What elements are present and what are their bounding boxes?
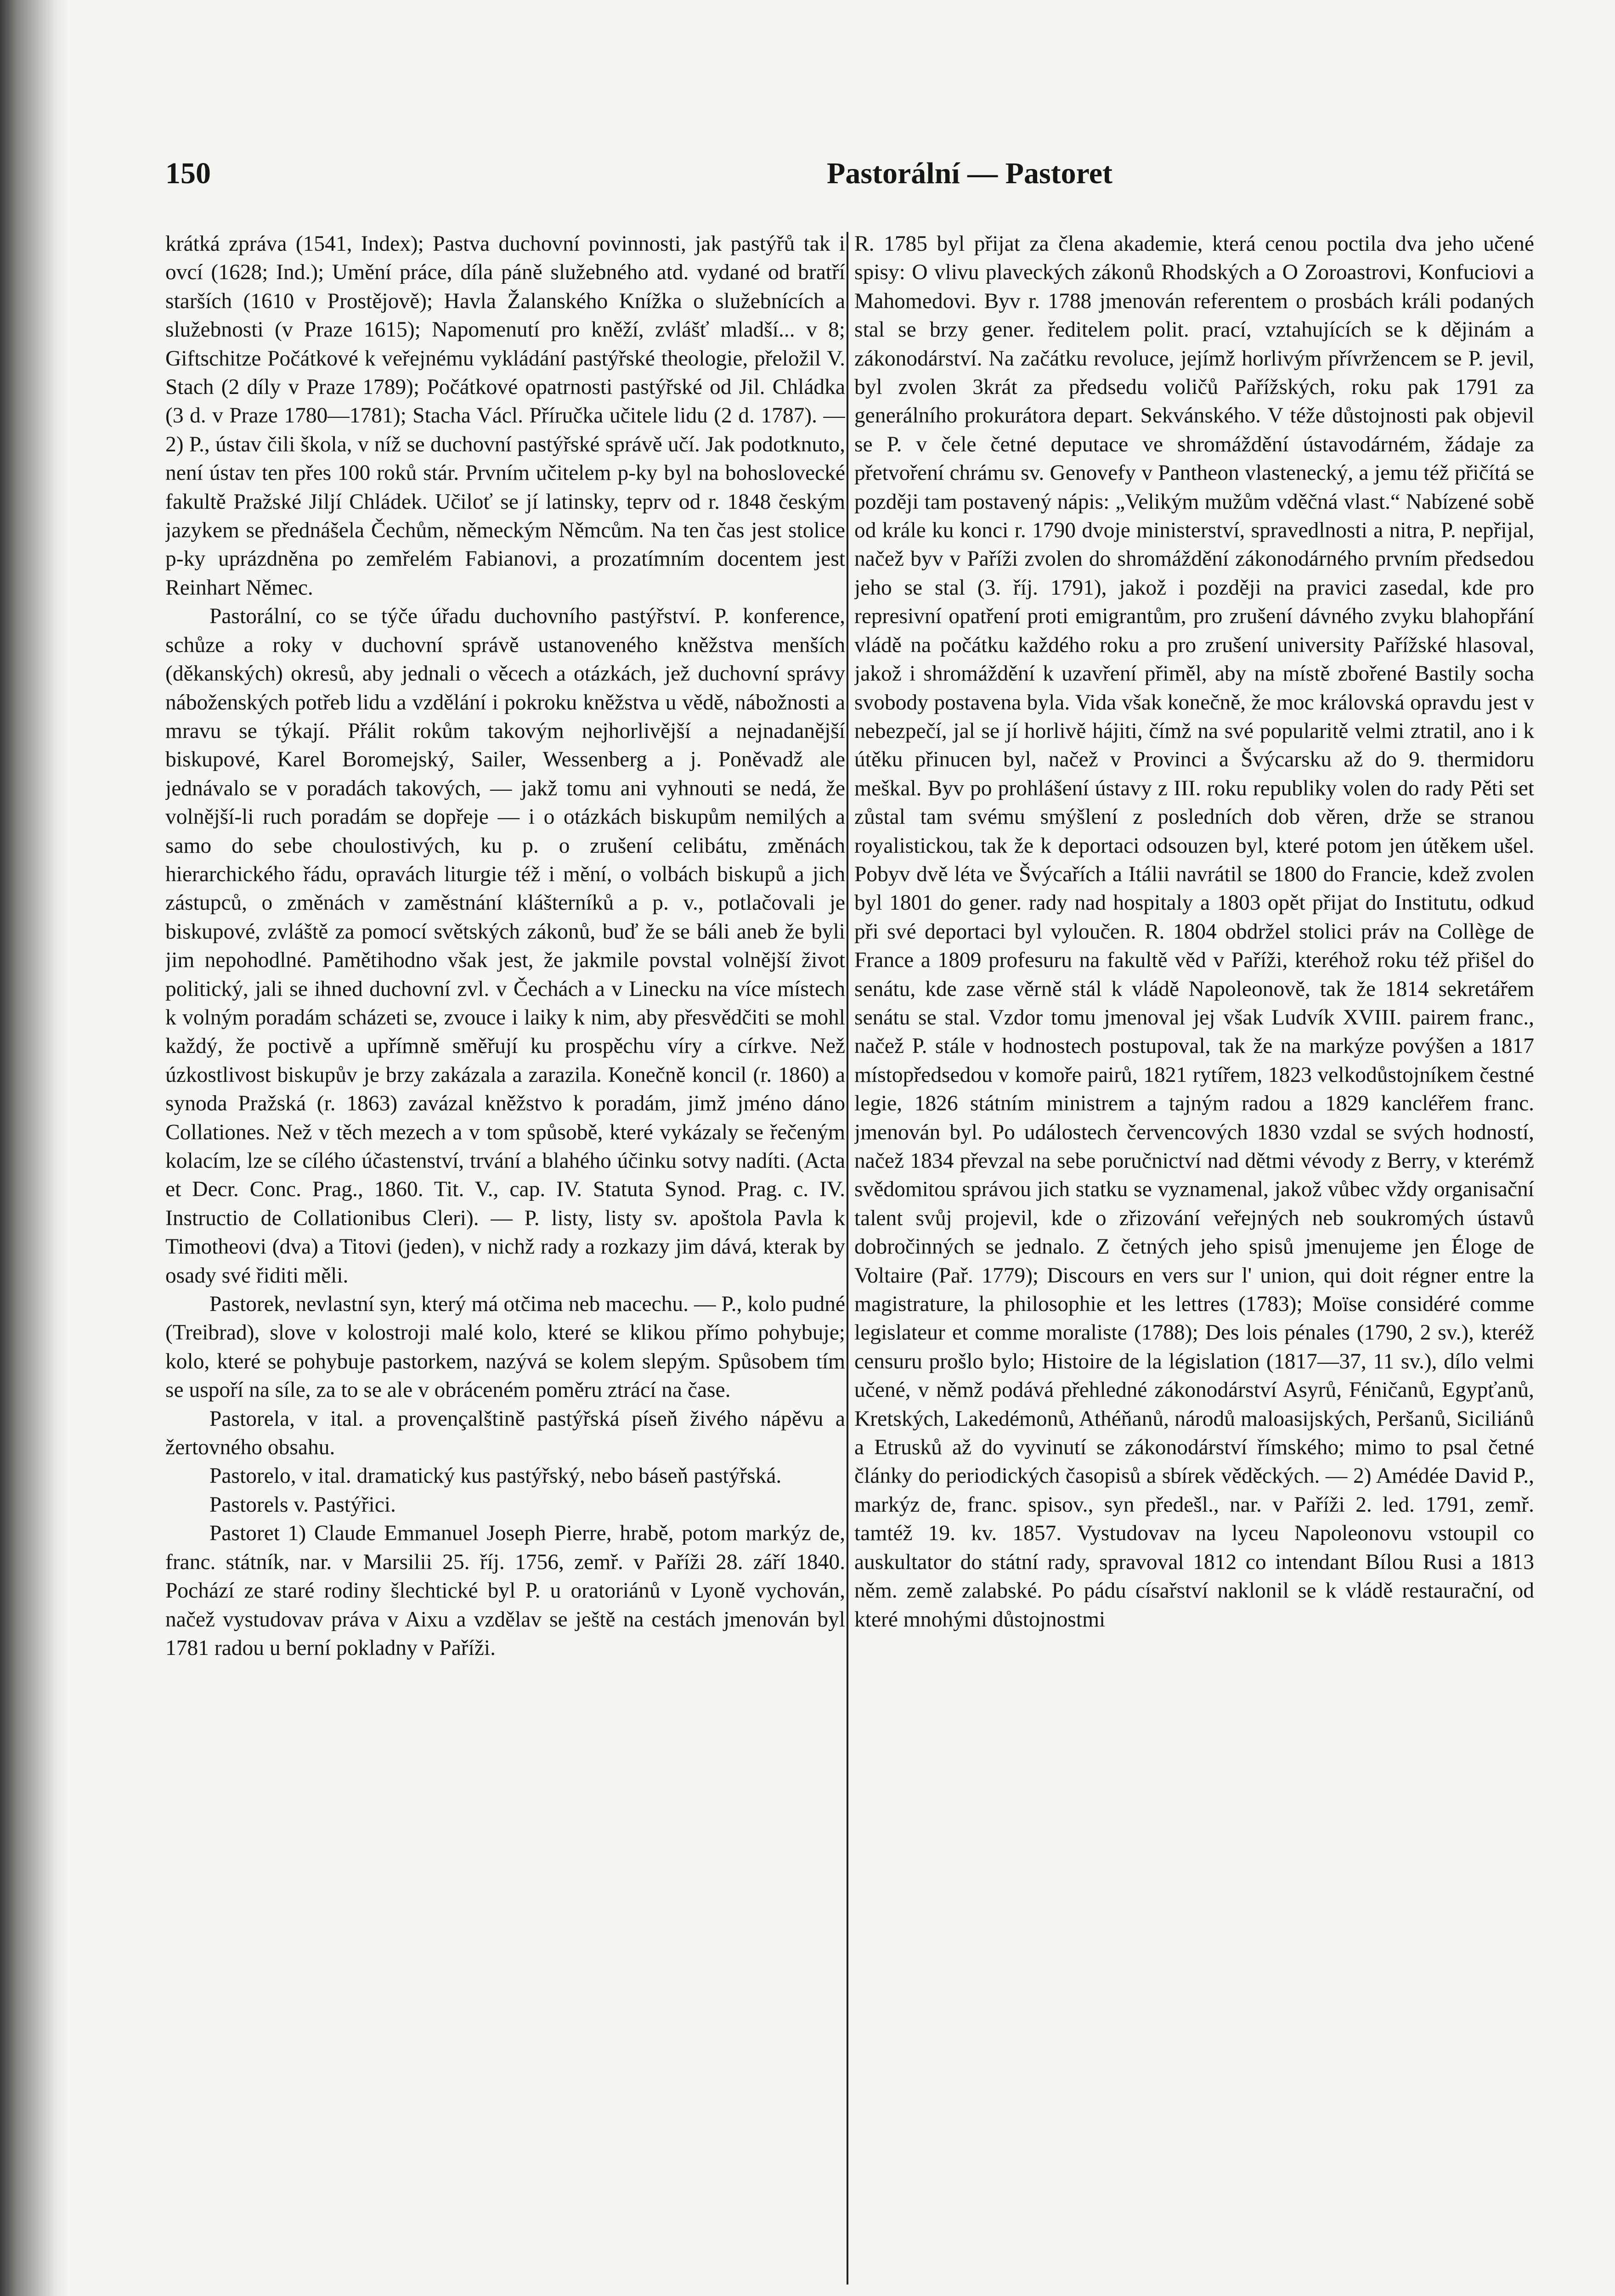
running-head: Pastorální — Pastoret (827, 157, 1113, 190)
entry-pastoret: Pastoret 1) Claude Emmanuel Joseph Pierre, hrabě, potom markýz de, franc. státník, nar. v Marsilii 25. říj. 1756, zemř. v Paříži 28. září 1840. Pochází ze staré rodiny šlechtické byl P. u oratoriánů v Lyoně vychován, načež vystudovav práva v Aixu a vzdělav se ještě na cestách jmenován byl 1781 radou u berní pokladny v Paříži. (165, 1521, 845, 1660)
entry-pastorek: Pastorek, nevlastní syn, který má otčima neb macechu. — P., kolo pudné (Treibrad), slove v kolostroji malé kolo, které se klikou přímo pohybuje; kolo, které se pohybuje pastorkem, nazývá se kolem slepým. Spůsobem tím se uspoří na síle, za to se ale v obráceném poměru ztrácí na čase. (165, 1292, 845, 1402)
entry-pastoret-continuation: R. 1785 byl přijat za člena akademie, která cenou poctila dva jeho učené spisy: O vlivu plaveckých zákonů Rhodských a O Zoroastrovi, Konfuciovi a Mahomedovi. Byv r. 1788 jmenován referentem o prosbách králi podaných stal se brzy gener. ředitelem polit. prací, vztahujících se k dějinám a zákonodárství. Na začátku revoluce, jejímž horlivým přívržencem se P. jevil, byl zvolen 3krát za předsedu voličů Pařížských, roku pak 1791 za generálního prokurátora depart. Sekvánského. V téže důstojnosti pak objevil se P. v čele četné deputace ve shromáždění ústavodárném, žádaje za přetvoření chrámu sv. Genovefy v Pantheon vlastenecký, a jemu též přičítá se později tam postavený nápis: „Velikým mužům vděčná vlast.“ Nabízené sobě od krále ku konci r. 1790 dvoje ministerství, spravedlnosti a nitra, P. nepřijal, načež byv v Paříži zvolen do shromáždění zákonodárného prvním předsedou jeho se stal (3. říj. 1791), jakož i později na pravici zasedal, kde pro represivní opatření proti emigrantům, pro zrušení dávného zvyku blahopřání vládě na počátku každého roku a pro zrušení university Pařížské hlasoval, jakož i shromáždění k uzavření přiměl, aby na místě zbořené Bastily socha svobody postavena byla. Vida však konečně, že moc královská opravdu jest v nebezpečí, jal se jí horlivě hájiti, čímž na své popularitě velmi ztratil, ano i k útěku přinucen byl, načež v Provinci a Švýcarsku až do 9. thermidoru meškal. Byv po prohlášení ústavy z III. roku republiky volen do rady Pěti set zůstal tam svému smýšlení z posledních dob věren, drže se stranou royalistickou, tak že k deportaci odsouzen byl, které potom jen útěkem ušel. Pobyv dvě léta ve Švýcařích a Itálii navrátil se 1800 do Francie, kdež zvolen byl 1801 do gener. rady nad hospitaly a 1803 opět přijat do Institutu, odkud při své deportaci byl vyloučen. R. 1804 obdržel stolici práv na Collège de France a 1809 profesuru na fakultě věd v Paříži, kteréhož roku též přišel do senátu, kde zase věrně stál k vládě Napoleonově, tak že 1814 sekretářem senátu se stal. Vzdor tomu jmenoval jej však Ludvík XVIII. pairem franc., načež P. stále v hodnostech postupoval, tak že na markýze povýšen a 1817 místopředsedou v komoře pairů, 1821 rytířem, 1823 velkodůstojníkem čestné legie, 1826 státním ministrem a tajným radou a 1829 kancléřem franc. jmenován byl. Po událostech červencových 1830 vzdal se svých hodností, načež 1834 převzal na sebe poručnictví nad dětmi vévody z Berry, v kterémž svědomitou správou jich statku se vyznamenal, jakož vůbec vždy organisační talent svůj projevil, kde o zřizování veřejných neb soukromých ústavů dobročinných se jednalo. Z četných jeho spisů jmenujeme jen Éloge de Voltaire (Pař. 1779); Discours en vers sur l' union, qui doit régner entre la magistrature, la philosophie et les lettres (1783); Moïse considéré comme legislateur et comme moraliste (1788); Des lois pénales (1790, 2 sv.), kteréž censuru prošlo bylo; Histoire de la législation (1817—37, 11 sv.), dílo velmi učené, v němž podává přehledné zákonodárství Asyrů, Féničanů, Egypťanů, Kretských, Lakedémonů, Athéňanů, národů maloasijských, Peršanů, Siciliánů a Etrusků až do vyvinutí se zákonodárství římského; mimo to psal četné články do periodických časopisů a sbírek věděckých. — 2) Amédée David P., markýz de, franc. spisov., syn předešl., nar. v Paříži 2. led. 1791, zemř. tamtéž 19. kv. 1857. Vystudovav na lyceu Napoleonovu vstoupil co auskultator do státní rady, spravoval 1812 co intendant Bílou Rusi a 1813 něm. země zalabské. Po pádu císařství naklonil se k vládě restaurační, od které mnohými důstojnostmi (854, 232, 1534, 1632)
entry-pastoralni: Pastorální, co se týče úřadu duchovního pastýřství. P. konference, schůze a roky v duchovní správě ustanoveného kněžstva menších (děkanských) okresů, aby jednali o věcech a otázkách, jež duchovní správy náboženských potřeb lidu a vzdělání i pokroku kněžstva u vědě, nábožnosti a mravu se týkají. Přálit rokům takovým nejhorlivější a nejnadanější biskupové, Karel Boromejský, Sailer, Wessenberg a j. Poněvadž ale jednávalo se v poradách takových, — jakž tomu ani vyhnouti se nedá, že volnější-li ruch poradám se dopřeje — i o otázkách biskupům nemilých a samo do sebe choulostivých, ku p. o zrušení celibátu, změnách hierarchického řádu, opravách liturgie též i mění, o volbách biskupů a jich zástupců, o změnách v zaměstnání klášterníků a p. v., potlačovali je biskupové, zvláště za pomocí světských zákonů, buď že se báli aneb že byli jim nepohodlné. Pamětihodno však jest, že jakmile povstal volnější život politický, jali se ihned duchovní zvl. v Čechách a v Linecku na více místech k volným poradám scházeti se, zvouce i laiky k nim, aby přesvědčiti se mohl každý, že poctivě a upřímně směřují ku prospěchu víry a církve. Než úzkostlivost biskupův je brzy zakázala a zarazila. Konečně koncil (r. 1860) a synoda Pražská (r. 1863) zavázal kněžstvo k poradám, jimž jméno dáno Collationes. Než v těch mezech a v tom spůsobě, které vykázaly se řečeným kolacím, lze se cílého účastenství, trvání a blahého účinku sotvy nadíti. (Acta et Decr. Conc. Prag., 1860. Tit. V., cap. IV. Statuta Synod. Prag. c. IV. Instructio de Collationibus Cleri). — P. listy, listy sv. apoštola Pavla k Timotheovi (dva) a Titovi (jeden), v nichž rady a rozkazy jim dává, kterak by osady své řiditi měli. (165, 604, 845, 1288)
entry-pastorela: Pastorela, v ital. a provençalštině pastýřská píseň živého nápěvu a žertovného obsahu. (165, 1407, 845, 1460)
entry-pastorelo: Pastorelo, v ital. dramatický kus pastýřský, nebo báseň pastýřská. (209, 1464, 782, 1488)
left-column (165, 230, 845, 2296)
scan-left-edge (0, 0, 69, 2296)
entry-continuation: krátká zpráva (1541, Index); Pastva duchovní povinnosti, jak pastýřů tak i ovcí (1628; Ind.); Umění práce, díla páně služebného atd. vydané od bratří starších (1610 v Prostějově); Havla Žalanského Knížka o služebnících a služebnosti (v Praze 1615); Napomenutí pro kněží, zvlášť mladší... v 8; Giftschitze Počátkové k veřejnému vykládání pastýřské theologie, přeložil V. Stach (2 díly v Praze 1789); Počátkové opatrnosti pastýřské od Jil. Chládka (3 d. v Praze 1780—1781); Stacha Václ. Příručka učitele lidu (2 d. 1787). — 2) P., ústav čili škola, v níž se duchovní pastýřské správě učí. Jak podotknuto, není ústav ten přes 100 roků stár. Prvním učitelem p-ky byl na bohoslovecké fakultě Pražské Jiljí Chládek. Učiloť se jí latinsky, teprv od r. 1848 českým jazykem se přednášela Čechům, německým Němcům. Na ten čas jest stolice p-ky uprázdněna po zemřelém Fabianovi, a prozatímním docentem jest Reinhart Němec. (165, 232, 845, 600)
page-number: 150 (165, 157, 211, 190)
entry-pastorels: Pastorels v. Pastýřici. (209, 1492, 396, 1517)
page-header (165, 156, 1534, 197)
column-divider (847, 232, 848, 2285)
right-column (854, 230, 1534, 2296)
